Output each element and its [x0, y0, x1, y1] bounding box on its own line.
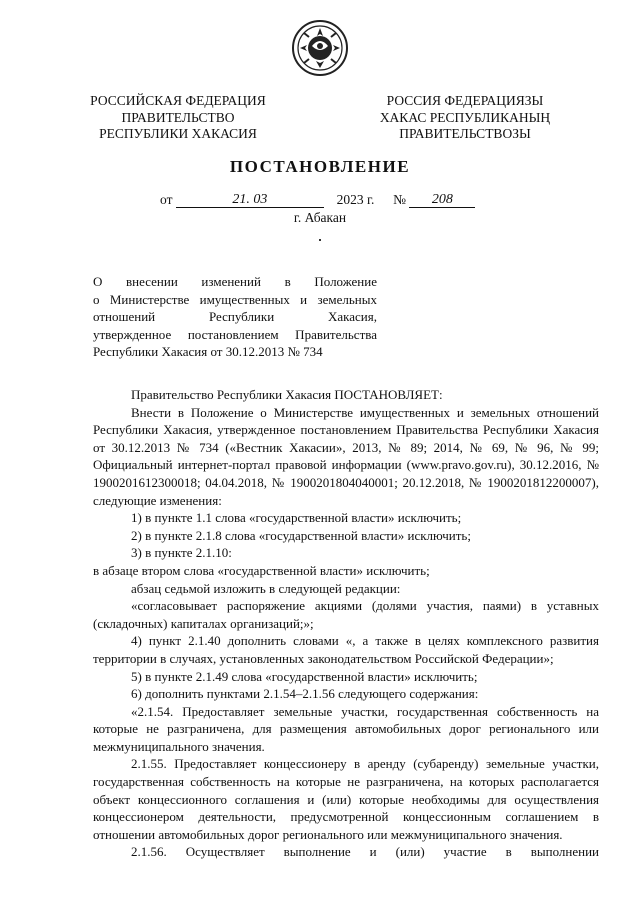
list-item: 6) дополнить пунктами 2.1.54–2.1.56 следующего содержания: — [131, 686, 479, 702]
paragraph: 2.1.56. Осуществляет выполнение и (или) участие в выполнении — [131, 844, 599, 860]
list-item: 3) в пункте 2.1.10: — [131, 545, 232, 561]
subject-block — [93, 273, 377, 361]
subject-line: утвержденное постановлением Правительства — [93, 326, 377, 342]
date-from-label: от — [160, 192, 173, 207]
header-right-line: ХАКАС РЕСПУБЛИКАНЫҢ — [379, 109, 551, 125]
year-label: 2023 г. — [336, 192, 375, 207]
header-left-line: ПРАВИТЕЛЬСТВО — [121, 109, 235, 125]
subject-line: Республики Хакасия от 30.12.2013 № 734 — [93, 344, 323, 359]
subject-line: О внесении изменений в Положение — [93, 274, 377, 289]
header-right-line: ПРАВИТЕЛЬСТВОЗЫ — [399, 126, 531, 141]
header-left-line: РЕСПУБЛИКИ ХАКАСИЯ — [99, 126, 257, 141]
document-body — [93, 386, 599, 861]
subject-line: отношений Республики Хакасия, — [93, 309, 377, 324]
paragraph: в абзаце втором слова «государственной власти» исключить; — [93, 562, 430, 578]
city: г. Абакан — [293, 210, 347, 225]
document-title: ПОСТАНОВЛЕНИЕ — [229, 157, 411, 176]
number-label: № — [393, 192, 407, 207]
subject-line: о Министерстве имущественных и земельных — [93, 291, 377, 307]
handwritten-date: 21. 03 — [176, 192, 324, 208]
list-item: 2) в пункте 2.1.8 слова «государственной власти» исключить; — [131, 527, 471, 543]
handwritten-number: 208 — [409, 192, 475, 208]
paragraph: Внести в Положение о Министерстве имущественных и земельных отношений Республики Хакасия, утвержденное постановлением Правительства Республики Хакасия от 30.12.2013 № 734 («Вестник Хакасии», 2013, № 89; 2014, № 69, № 96, № 99; Официальный интернет-портал правовой информации (www.pravo.gov.ru), 30.12.2016, № 1900201612300018; 04.04.2018, № 1900201804040001; 20.12.2018, № 1900201812200007), следующие изменения: — [93, 404, 599, 508]
header-left-line: РОССИЙСКАЯ ФЕДЕРАЦИЯ — [90, 93, 266, 108]
preamble: Правительство Республики Хакасия ПОСТАНОВЛЯЕТ: — [131, 387, 443, 402]
list-item: 5) в пункте 2.1.49 слова «государственной власти» исключить; — [131, 668, 478, 684]
paragraph: абзац седьмой изложить в следующей редакции: — [131, 580, 401, 596]
paragraph: «согласовывает распоряжение акциями (долями участия, паями) в уставных (складочных) капиталах организаций;»; — [93, 598, 599, 631]
header-right — [370, 93, 560, 143]
paragraph: 2.1.55. Предоставляет концессионеру в аренду (субаренду) земельные участки, государственная собственность на которые не разграничена, на которых располагается объект концессионного соглашения и (или) которые необходимы для осуществления концессионером деятельности, предусмотренной концессионным соглашением в отношении автомобильных дорог регионального или межмуниципального значения. — [93, 756, 599, 842]
dateline — [160, 192, 475, 208]
list-item: 4) пункт 2.1.40 дополнить словами «, а также в целях комплексного развития территории в случаях, установленных законодательством Российской Федерации»; — [93, 633, 599, 666]
paragraph: «2.1.54. Предоставляет земельные участки, государственная собственность на которые не разграничена, для размещения автомобильных дорог регионального или межмуниципального значения. — [93, 703, 599, 754]
coat-of-arms-icon — [290, 18, 350, 78]
header-left — [78, 93, 278, 143]
dot-mark — [319, 239, 321, 241]
list-item: 1) в пункте 1.1 слова «государственной власти» исключить; — [131, 510, 462, 526]
header-right-line: РОССИЯ ФЕДЕРАЦИЯЗЫ — [386, 93, 544, 108]
